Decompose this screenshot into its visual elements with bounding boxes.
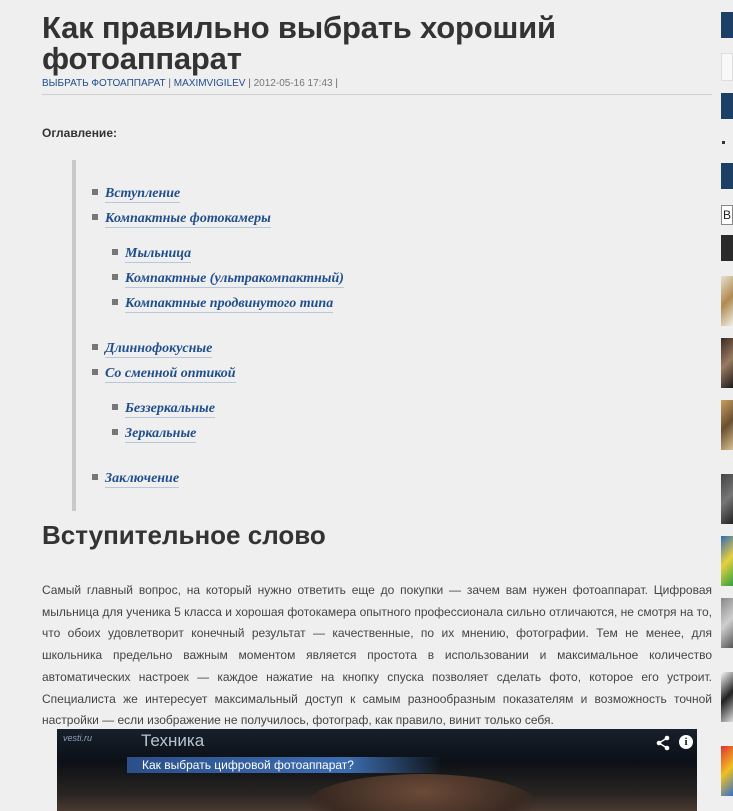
author-link[interactable]: MAXIMVIGILEV <box>173 78 246 89</box>
post-date: 2012-05-16 17:43 <box>253 78 333 89</box>
sidebar-search-input[interactable]: В <box>721 205 733 225</box>
toc-item[interactable] <box>92 471 179 487</box>
toc-link[interactable]: Вступление <box>105 186 181 201</box>
toc-link[interactable]: Зеркальные <box>125 426 197 441</box>
info-icon[interactable]: i <box>679 735 693 749</box>
toc-link[interactable]: Компактные продвинутого типа <box>125 296 334 311</box>
sidebar-widget-header <box>721 12 733 38</box>
bullet-icon <box>92 344 98 350</box>
toc-link[interactable]: Длиннофокусные <box>105 341 213 356</box>
toc-subitem[interactable] <box>112 426 196 442</box>
toc-subitem[interactable] <box>112 296 333 312</box>
sidebar-widget-header <box>721 163 733 189</box>
toc-item[interactable] <box>92 186 180 202</box>
sidebar-thumbnail[interactable] <box>721 276 733 326</box>
bullet-icon <box>92 474 98 480</box>
channel-logo: vesti.ru <box>63 733 93 743</box>
toc-subitem[interactable] <box>112 246 191 262</box>
sidebar <box>721 0 733 799</box>
sidebar-thumbnail[interactable] <box>721 598 733 648</box>
bullet-icon <box>92 214 98 220</box>
sidebar-thumbnail[interactable] <box>721 474 733 524</box>
page-title: Как правильно выбрать хороший фотоаппарат <box>42 10 556 76</box>
toc-heading: Оглавление: <box>42 126 117 140</box>
toc-item[interactable] <box>92 211 271 227</box>
sidebar-widget-header <box>721 93 733 119</box>
sidebar-thumbnail[interactable] <box>721 746 733 796</box>
meta-separator: | <box>332 78 338 89</box>
bullet-icon <box>112 249 118 255</box>
sidebar-bullet <box>722 141 725 144</box>
sidebar-thumbnail[interactable] <box>721 536 733 586</box>
share-icon[interactable] <box>655 735 671 751</box>
bullet-icon <box>92 189 98 195</box>
sidebar-box <box>721 53 733 81</box>
video-subtitle: Как выбрать цифровой фотоаппарат? <box>127 757 442 773</box>
toc-link[interactable]: Компактные фотокамеры <box>105 211 271 226</box>
toc-subitem[interactable] <box>112 401 215 417</box>
toc-link[interactable]: Компактные (ультракомпактный) <box>125 271 344 286</box>
table-of-contents <box>72 160 716 511</box>
bullet-icon <box>112 429 118 435</box>
toc-link[interactable]: Со сменной оптикой <box>105 366 236 381</box>
toc-link[interactable]: Мыльница <box>125 246 192 261</box>
category-link[interactable]: ВЫБРАТЬ ФОТОАППАРАТ <box>42 78 166 89</box>
section-title: Вступительное слово <box>42 520 326 550</box>
toc-subitem[interactable] <box>112 271 344 287</box>
toc-link[interactable]: Беззеркальные <box>125 401 215 416</box>
toc-link[interactable]: Заключение <box>105 471 180 486</box>
bullet-icon <box>112 404 118 410</box>
bullet-icon <box>112 299 118 305</box>
post-meta <box>42 78 712 95</box>
video-title[interactable]: Техника <box>141 731 205 750</box>
article <box>42 10 712 772</box>
meta-separator: | <box>245 78 254 89</box>
meta-separator: | <box>165 78 174 89</box>
sidebar-thumbnail[interactable] <box>721 672 733 722</box>
bullet-icon <box>92 369 98 375</box>
video-frame-image <box>307 774 537 811</box>
intro-paragraph: Самый главный вопрос, на который нужно ответить еще до покупки — зачем вам нужен фотоаппарат. Цифровая мыльница для ученика 5 класса и хорошая фотокамера опытного профессионала сильно отличаются, не смотря на то, что обоих удовлетворит конечный результат — качественные, по их мнению, фотографии. Тем не менее, для школьника предельно важным моментом является простота в использовании и максимальное количество автоматических настроек — каждое нажатие на кнопку спуска позволяет сделать фото, которое его устроит. Специалиста же интересует максимальный доступ к самым разнообразным показателям и возможность точной настройки — если изображение не получилось, фотограф, как правило, винит только себя. <box>42 583 712 728</box>
sidebar-thumbnail[interactable] <box>721 400 733 450</box>
sidebar-thumbnail[interactable] <box>721 235 733 261</box>
toc-item[interactable] <box>92 366 236 382</box>
bullet-icon <box>112 274 118 280</box>
sidebar-thumbnail[interactable] <box>721 338 733 388</box>
toc-item[interactable] <box>92 341 212 357</box>
